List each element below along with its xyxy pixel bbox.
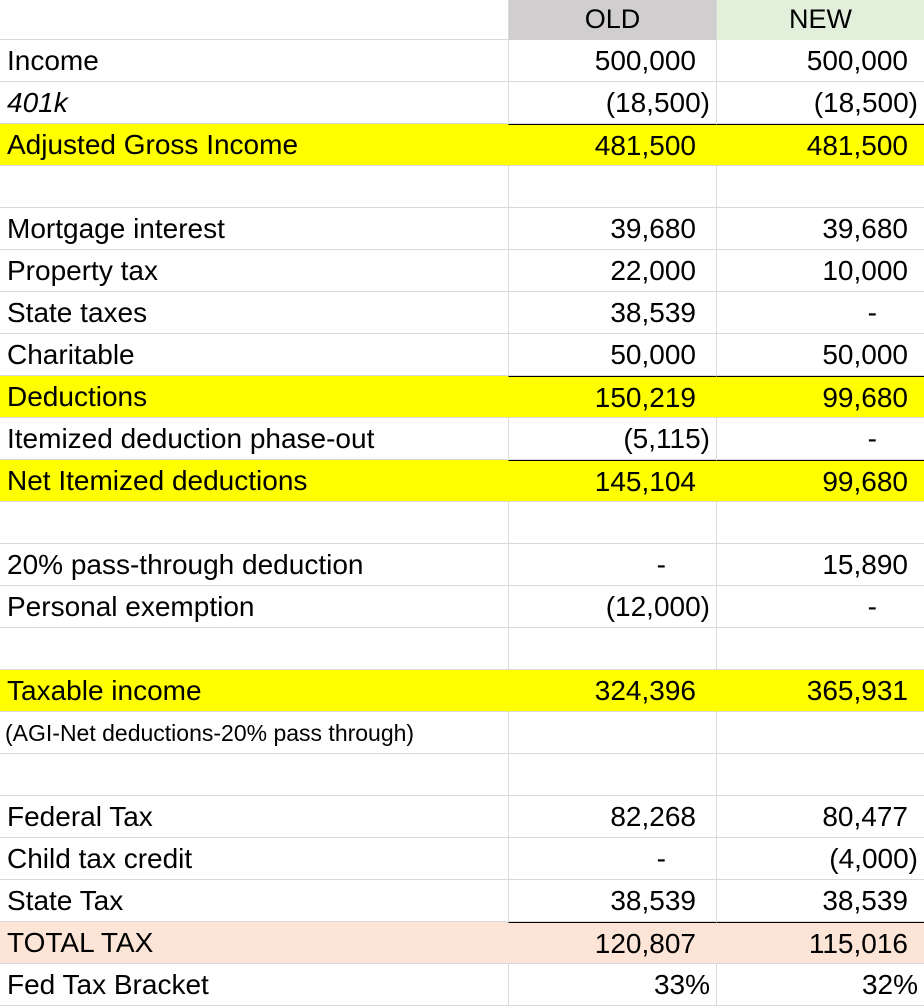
row-blank bbox=[0, 166, 924, 208]
old-value[interactable]: (18,500) bbox=[508, 82, 716, 124]
row-phase-out bbox=[0, 418, 924, 460]
header-new[interactable]: NEW bbox=[716, 0, 924, 40]
new-value[interactable]: 80,477 bbox=[716, 796, 924, 838]
header-old[interactable]: OLD bbox=[508, 0, 716, 40]
old-value[interactable]: (5,115) bbox=[508, 418, 716, 460]
row-label[interactable]: Taxable income bbox=[7, 675, 202, 706]
old-value[interactable]: 150,219 bbox=[508, 376, 716, 418]
row-label[interactable]: Deductions bbox=[7, 381, 148, 412]
new-value[interactable]: 115,016 bbox=[716, 922, 924, 964]
new-value[interactable]: 481,500 bbox=[716, 124, 924, 166]
row-label[interactable] bbox=[0, 166, 508, 208]
row-property-tax bbox=[0, 250, 924, 292]
row-federal-tax bbox=[0, 796, 924, 838]
row-mortgage-interest bbox=[0, 208, 924, 250]
new-value[interactable]: (18,500) bbox=[716, 82, 924, 124]
new-value[interactable]: 50,000 bbox=[716, 334, 924, 376]
old-value[interactable]: 33% bbox=[508, 964, 716, 1006]
old-value[interactable] bbox=[508, 754, 716, 796]
row-agi bbox=[0, 124, 924, 166]
new-value[interactable]: 10,000 bbox=[716, 250, 924, 292]
row-charitable bbox=[0, 334, 924, 376]
row-label[interactable]: Net Itemized deductions bbox=[7, 465, 308, 496]
old-value[interactable]: 500,000 bbox=[508, 40, 716, 82]
row-blank bbox=[0, 628, 924, 670]
old-value[interactable]: 39,680 bbox=[508, 208, 716, 250]
old-value[interactable] bbox=[508, 166, 716, 208]
new-value[interactable]: 15,890 bbox=[716, 544, 924, 586]
row-label[interactable]: 20% pass-through deduction bbox=[7, 549, 364, 580]
row-label[interactable]: Child tax credit bbox=[7, 843, 193, 874]
row-taxable-income-note bbox=[0, 712, 924, 754]
row-label[interactable]: Income bbox=[7, 45, 99, 76]
row-blank bbox=[0, 754, 924, 796]
row-income bbox=[0, 40, 924, 82]
row-label[interactable]: TOTAL TAX bbox=[7, 927, 154, 958]
new-value[interactable] bbox=[716, 712, 924, 754]
row-label[interactable]: State Tax bbox=[7, 885, 124, 916]
row-label[interactable] bbox=[0, 628, 508, 670]
new-value[interactable]: - bbox=[716, 292, 924, 334]
old-value[interactable]: - bbox=[508, 838, 716, 880]
row-label[interactable]: State taxes bbox=[7, 297, 148, 328]
row-label[interactable]: Property tax bbox=[7, 255, 158, 286]
row-label[interactable]: Personal exemption bbox=[7, 591, 255, 622]
new-value[interactable] bbox=[716, 502, 924, 544]
old-value[interactable]: 38,539 bbox=[508, 880, 716, 922]
new-value[interactable]: 39,680 bbox=[716, 208, 924, 250]
new-value[interactable]: - bbox=[716, 418, 924, 460]
new-value[interactable] bbox=[716, 754, 924, 796]
old-value[interactable]: 145,104 bbox=[508, 460, 716, 502]
header-row bbox=[0, 0, 924, 40]
old-value[interactable]: 38,539 bbox=[508, 292, 716, 334]
row-deductions bbox=[0, 376, 924, 418]
new-value[interactable]: 32% bbox=[716, 964, 924, 1006]
new-value[interactable]: - bbox=[716, 586, 924, 628]
new-value[interactable]: 38,539 bbox=[716, 880, 924, 922]
old-value[interactable]: 324,396 bbox=[508, 670, 716, 712]
old-value[interactable]: - bbox=[508, 544, 716, 586]
row-blank bbox=[0, 502, 924, 544]
old-value[interactable] bbox=[508, 502, 716, 544]
row-net-itemized bbox=[0, 460, 924, 502]
row-label[interactable]: Charitable bbox=[7, 339, 135, 370]
header-label-cell[interactable] bbox=[0, 0, 508, 42]
new-value[interactable]: 99,680 bbox=[716, 376, 924, 418]
new-value[interactable] bbox=[716, 628, 924, 670]
row-taxable-income bbox=[0, 670, 924, 712]
old-value[interactable]: 82,268 bbox=[508, 796, 716, 838]
old-value[interactable] bbox=[508, 712, 716, 754]
row-total-tax bbox=[0, 922, 924, 964]
row-label[interactable]: Fed Tax Bracket bbox=[7, 969, 209, 1000]
row-label[interactable]: 401k bbox=[7, 87, 68, 118]
row-label[interactable]: (AGI-Net deductions-20% pass through) bbox=[5, 720, 415, 746]
new-value[interactable] bbox=[716, 166, 924, 208]
row-pass-through bbox=[0, 544, 924, 586]
row-child-tax-credit bbox=[0, 838, 924, 880]
row-state-tax bbox=[0, 880, 924, 922]
row-label[interactable] bbox=[0, 754, 508, 796]
old-value[interactable]: 50,000 bbox=[508, 334, 716, 376]
old-value[interactable] bbox=[508, 628, 716, 670]
new-value[interactable]: 99,680 bbox=[716, 460, 924, 502]
old-value[interactable]: 120,807 bbox=[508, 922, 716, 964]
row-401k bbox=[0, 82, 924, 124]
row-fed-tax-bracket bbox=[0, 964, 924, 1006]
old-value[interactable]: 22,000 bbox=[508, 250, 716, 292]
row-personal-exemption bbox=[0, 586, 924, 628]
row-label[interactable]: Itemized deduction phase-out bbox=[7, 423, 375, 454]
new-value[interactable]: (4,000) bbox=[716, 838, 924, 880]
row-label[interactable]: Federal Tax bbox=[7, 801, 153, 832]
row-state-taxes bbox=[0, 292, 924, 334]
old-value[interactable]: (12,000) bbox=[508, 586, 716, 628]
row-label[interactable]: Adjusted Gross Income bbox=[7, 129, 299, 160]
row-label[interactable] bbox=[0, 502, 508, 544]
new-value[interactable]: 500,000 bbox=[716, 40, 924, 82]
old-value[interactable]: 481,500 bbox=[508, 124, 716, 166]
new-value[interactable]: 365,931 bbox=[716, 670, 924, 712]
row-label[interactable]: Mortgage interest bbox=[7, 213, 225, 244]
